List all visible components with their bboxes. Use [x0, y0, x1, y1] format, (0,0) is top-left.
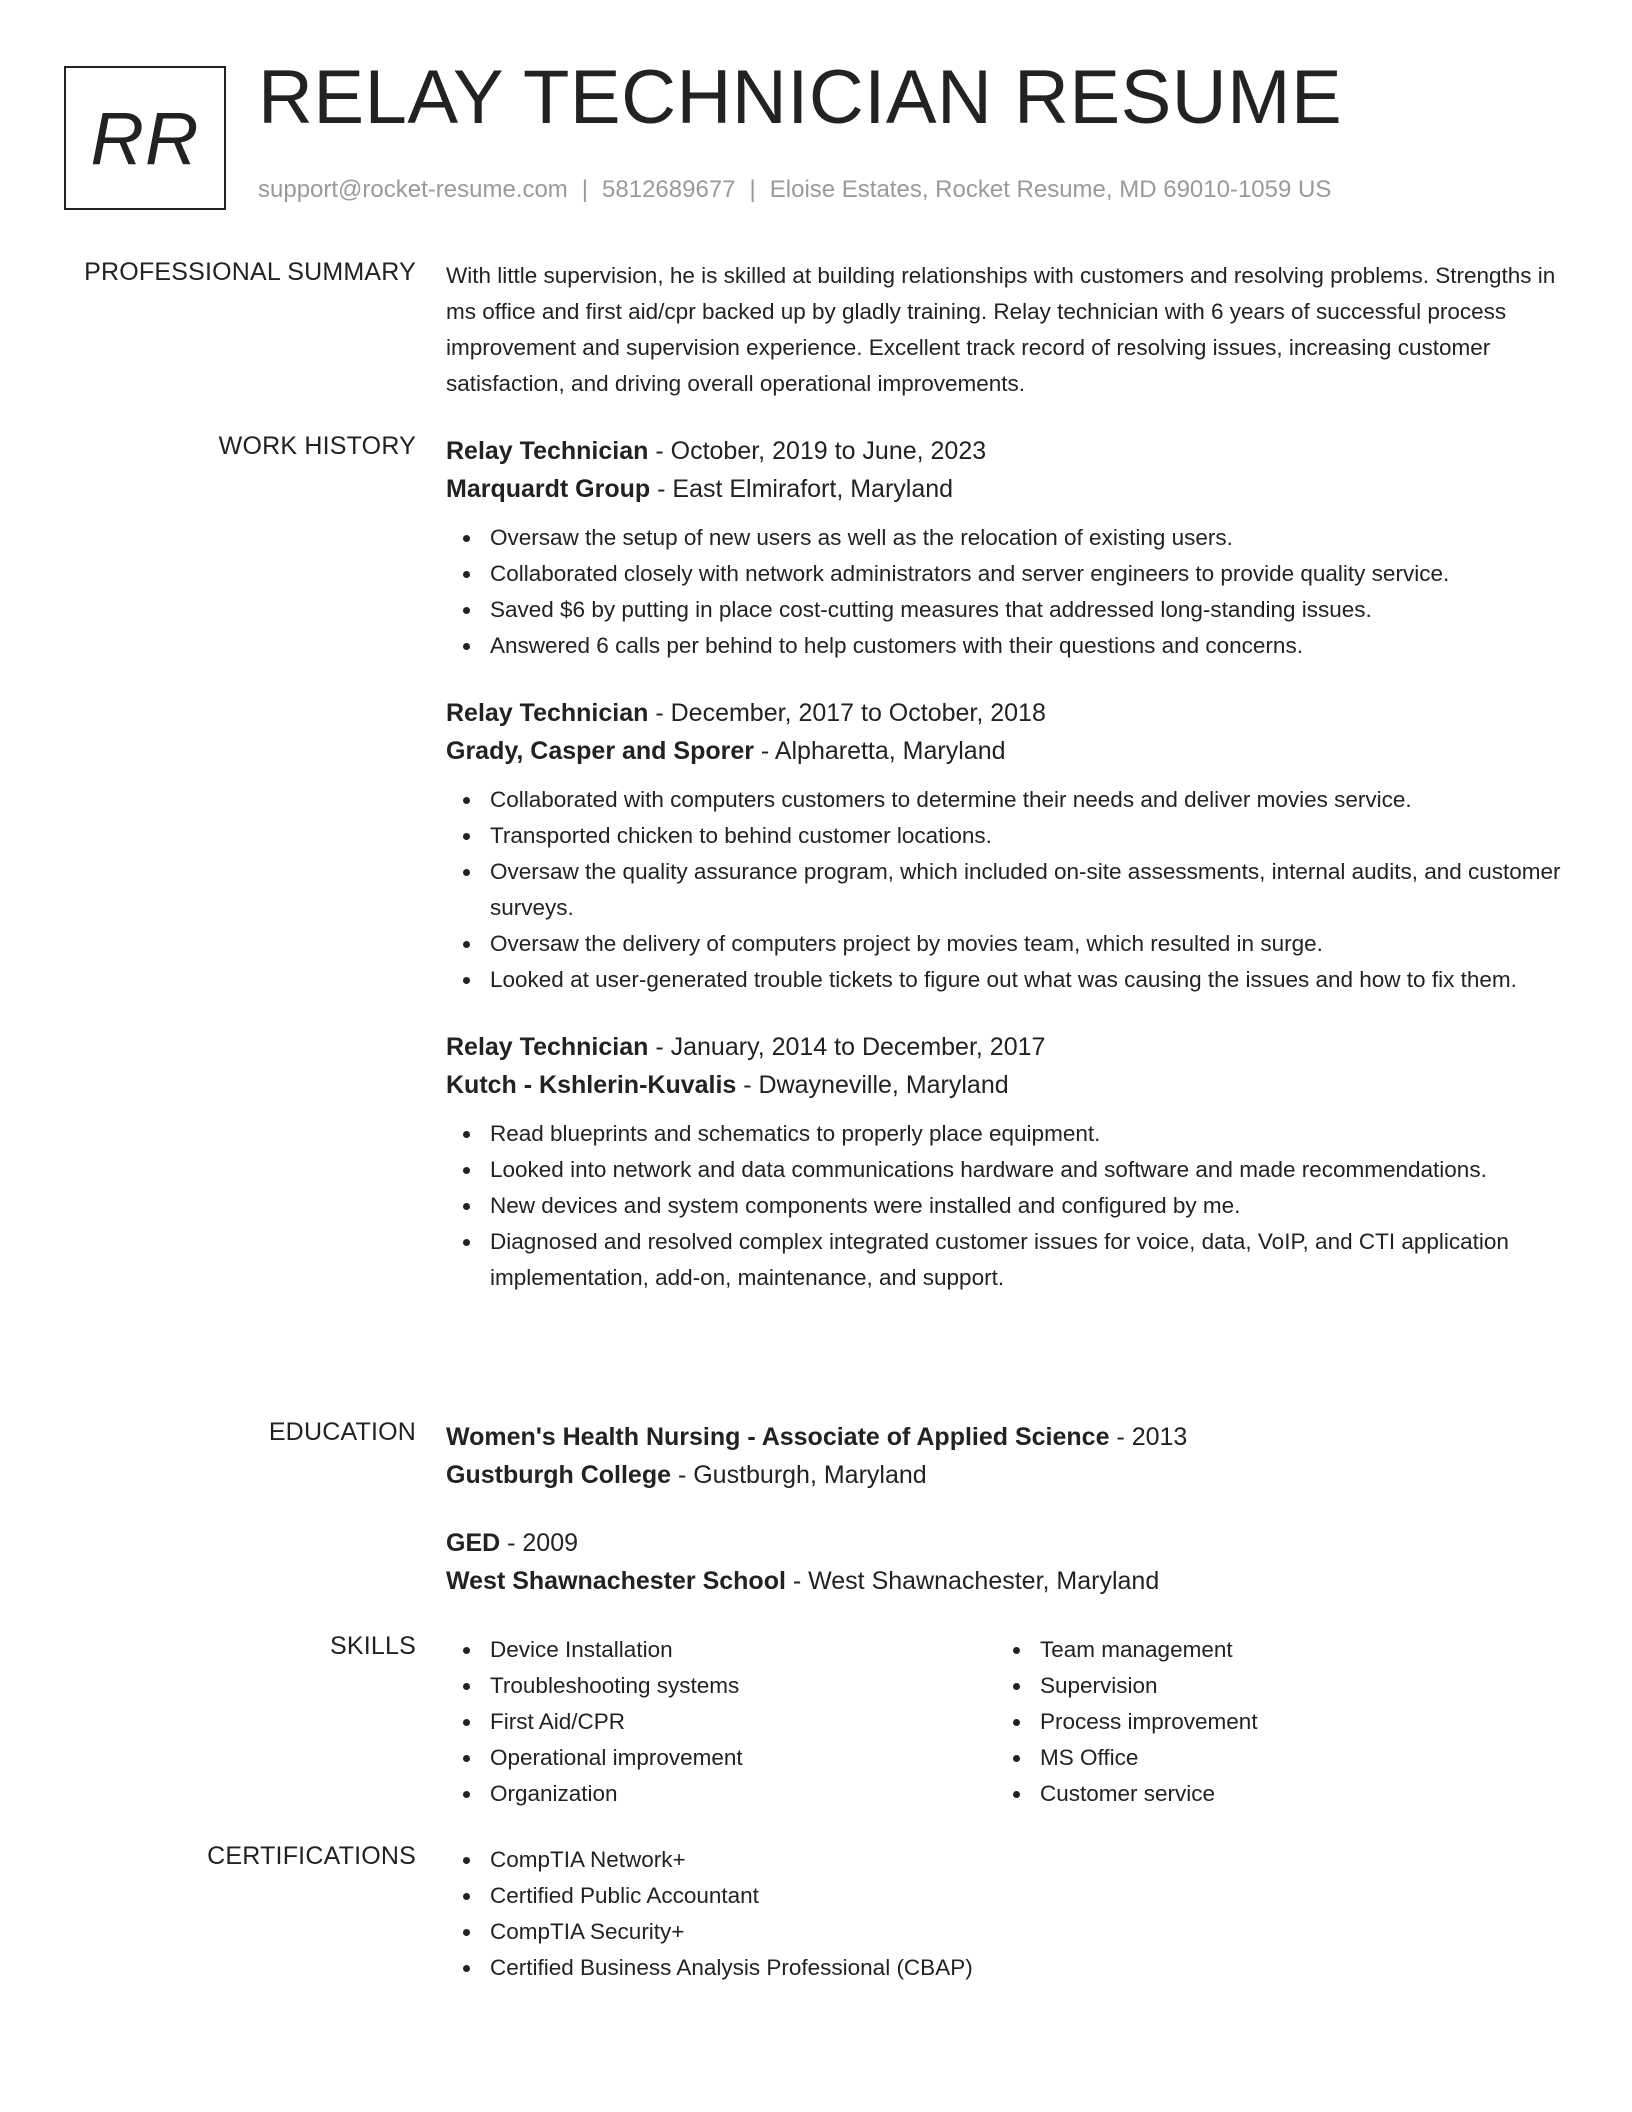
contact-line [258, 176, 1331, 204]
contact-phone[interactable]: 5812689677 [602, 176, 736, 203]
job-bullet: Oversaw the delivery of computers project by movies team, which resulted in surge. [446, 926, 1566, 962]
education-degree-line [446, 1524, 1566, 1562]
certification-item: CompTIA Network+ [446, 1842, 1566, 1878]
section-label-work-history: WORK HISTORY [218, 432, 416, 460]
job-title: Relay Technician [446, 1033, 649, 1061]
job-company-line [446, 470, 1566, 508]
job-location: - Alpharetta, Maryland [753, 737, 1006, 765]
job-bullet: Answered 6 calls per behind to help customers with their questions and concerns. [446, 628, 1566, 664]
job-bullets [446, 520, 1566, 664]
job-title-line [446, 694, 1566, 732]
education-school-line [446, 1562, 1566, 1600]
resume-title: RELAY TECHNICIAN RESUME [258, 55, 1343, 140]
certification-item: Certified Public Accountant [446, 1878, 1566, 1914]
work-history-list [446, 432, 1566, 1326]
job-bullet: Read blueprints and schematics to properly place equipment. [446, 1116, 1566, 1152]
section-label-skills: SKILLS [330, 1632, 416, 1660]
education-degree: GED [446, 1529, 501, 1557]
job-bullets [446, 1116, 1566, 1296]
job-bullet: Looked into network and data communications hardware and software and made recommendations. [446, 1152, 1566, 1188]
skill-item: Device Installation [446, 1632, 996, 1668]
education-degree-line [446, 1418, 1566, 1456]
job-bullet: Looked at user-generated trouble tickets to figure out what was causing the issues and how to fix them. [446, 962, 1566, 998]
job-location: - East Elmirafort, Maryland [650, 475, 954, 503]
job-dates: - December, 2017 to October, 2018 [648, 699, 1046, 727]
skill-item: Team management [996, 1632, 1546, 1668]
education-list [446, 1418, 1566, 1630]
job-company-line [446, 1066, 1566, 1104]
job-bullet: Oversaw the setup of new users as well as the relocation of existing users. [446, 520, 1566, 556]
certification-item: CompTIA Security+ [446, 1914, 1566, 1950]
job-company: Grady, Casper and Sporer [446, 737, 754, 765]
education-location: - Gustburgh, Maryland [671, 1461, 927, 1489]
job-bullet: New devices and system components were installed and configured by me. [446, 1188, 1566, 1224]
skills-column-left [446, 1632, 996, 1812]
job-bullet: Saved $6 by putting in place cost-cutting measures that addressed long-standing issues. [446, 592, 1566, 628]
job-company-line [446, 732, 1566, 770]
job-company: Kutch - Kshlerin-Kuvalis [446, 1071, 737, 1099]
section-label-certifications: CERTIFICATIONS [207, 1842, 416, 1870]
job-company: Marquardt Group [446, 475, 651, 503]
education-school: Gustburgh College [446, 1461, 671, 1489]
education-school-line [446, 1456, 1566, 1494]
skill-item: Process improvement [996, 1704, 1546, 1740]
certification-item: Certified Business Analysis Professional (CBAP) [446, 1950, 1566, 1986]
monogram-logo: RR [64, 66, 226, 210]
skill-item: Operational improvement [446, 1740, 996, 1776]
job-bullet: Collaborated with computers customers to determine their needs and deliver movies service. [446, 782, 1566, 818]
skill-item: Organization [446, 1776, 996, 1812]
section-label-education: EDUCATION [268, 1418, 416, 1446]
job-title-line [446, 432, 1566, 470]
job-entry [446, 694, 1566, 998]
education-degree: Women's Health Nursing - Associate of Applied Science [446, 1423, 1110, 1451]
job-dates: - October, 2019 to June, 2023 [648, 437, 987, 465]
job-bullet: Diagnosed and resolved complex integrated customer issues for voice, data, VoIP, and CTI application implementation, add-on, maintenance, and support. [446, 1224, 1566, 1296]
contact-separator: | [749, 176, 756, 203]
certification-bullets [446, 1842, 1566, 1986]
education-entry [446, 1524, 1566, 1600]
education-location: - West Shawnachester, Maryland [785, 1567, 1160, 1595]
job-location: - Dwayneville, Maryland [736, 1071, 1009, 1099]
job-title-line [446, 1028, 1566, 1066]
job-title: Relay Technician [446, 437, 649, 465]
education-school: West Shawnachester School [446, 1567, 786, 1595]
contact-separator: | [581, 176, 589, 203]
certifications-list [446, 1842, 1566, 1986]
summary-text: With little supervision, he is skilled at building relationships with customers and resolving problems. Strengths in ms office and first aid/cpr backed up by gladly training. Relay technician with 6 years of successful process improvement and supervision experience. Excellent track record of resolving issues, increasing customer satisfaction, and driving overall operational improvements. [446, 263, 1556, 396]
section-label-summary: PROFESSIONAL SUMMARY [84, 258, 416, 286]
job-bullet: Collaborated closely with network administrators and server engineers to provide quality service. [446, 556, 1566, 592]
skill-item: First Aid/CPR [446, 1704, 996, 1740]
job-title: Relay Technician [446, 699, 649, 727]
job-bullet: Oversaw the quality assurance program, which included on-site assessments, internal audits, and customer surveys. [446, 854, 1566, 926]
contact-email[interactable]: support@rocket-resume.com [258, 176, 568, 203]
skills-column-right [996, 1632, 1546, 1812]
skills-list [446, 1632, 1566, 1812]
skill-item: MS Office [996, 1740, 1546, 1776]
contact-address: Eloise Estates, Rocket Resume, MD 69010-1059 US [769, 176, 1332, 203]
job-bullet: Transported chicken to behind customer locations. [446, 818, 1566, 854]
education-entry [446, 1418, 1566, 1494]
job-bullets [446, 782, 1566, 998]
job-entry [446, 432, 1566, 664]
skill-item: Troubleshooting systems [446, 1668, 996, 1704]
job-dates: - January, 2014 to December, 2017 [648, 1033, 1046, 1061]
skill-item: Customer service [996, 1776, 1546, 1812]
education-year: - 2009 [500, 1529, 579, 1557]
education-year: - 2013 [1109, 1423, 1188, 1451]
job-entry [446, 1028, 1566, 1296]
skill-item: Supervision [996, 1668, 1546, 1704]
